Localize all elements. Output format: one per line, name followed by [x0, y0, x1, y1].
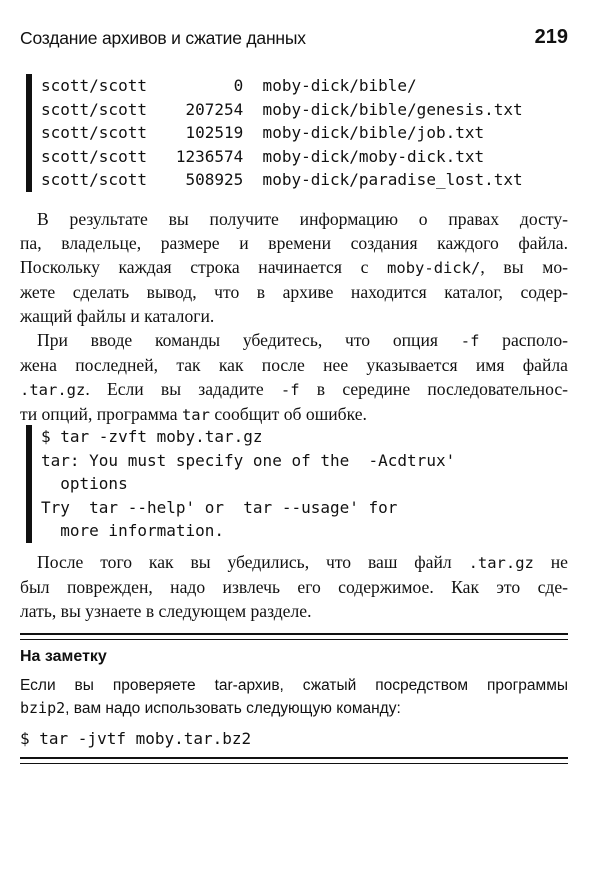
page-header	[20, 28, 568, 54]
text-line: После того как вы убедились, что ваш файл .tar.gz не	[37, 552, 568, 572]
note-bottom-rule	[20, 757, 568, 764]
listing-line: scott/scott 207254 moby-dick/bible/genesis.txt	[41, 99, 523, 119]
inline-code: moby-dick/	[387, 259, 481, 277]
command-line: more information.	[41, 521, 225, 540]
command-line: options	[41, 474, 128, 493]
note-command: $ tar -jvtf moby.tar.bz2	[20, 729, 252, 748]
command-line: $ tar -zvft moby.tar.gz	[41, 427, 263, 446]
running-title: Создание архивов и сжатие данных	[20, 28, 306, 48]
listing-line: scott/scott 1236574 moby-dick/moby-dick.txt	[41, 146, 485, 166]
text-line: bzip2, вам надо использовать следующую команду:	[20, 699, 401, 717]
text-line: .tar.gz. Если вы зададите -f в середине последовательнос-	[20, 379, 568, 399]
listing-line: scott/scott 102519 moby-dick/bible/job.txt	[41, 123, 485, 142]
inline-code: .tar.gz	[20, 381, 86, 399]
paragraph-option-order	[20, 328, 568, 427]
note-text	[20, 675, 568, 720]
text-line: жащий файлы и каталоги.	[20, 306, 215, 326]
inline-code: tar	[181, 406, 210, 424]
inline-code: -f	[460, 332, 480, 350]
page-number: 219	[534, 26, 568, 48]
paragraph-next-section	[20, 550, 568, 623]
text-line: жена последней, так как после нее указывается имя файла	[20, 355, 568, 375]
text-line: Если вы проверяете tar-архив, сжатый посредством программы	[20, 677, 568, 694]
note-heading: На заметку	[20, 648, 107, 665]
archive-listing-code-block	[26, 74, 523, 192]
command-line: tar: You must specify one of the -Acdtrux'	[41, 450, 456, 470]
inline-code: .tar.gz	[468, 554, 534, 572]
inline-code: bzip2	[20, 699, 66, 717]
text-line: лать, вы узнаете в следующем разделе.	[20, 601, 312, 621]
text-line: Поскольку каждая строка начинается с moby-dick/, вы мо-	[20, 257, 568, 277]
text-line: па, владельце, размере и времени создания каждого файла.	[20, 233, 568, 253]
inline-code: -f	[280, 381, 300, 399]
note-top-rule	[20, 633, 568, 640]
note-box	[20, 633, 568, 764]
paragraph-listing-explanation	[20, 207, 568, 328]
listing-line: scott/scott 0 moby-dick/bible/	[41, 76, 417, 95]
command-line: Try tar --help' or tar --usage' for	[41, 497, 398, 517]
command-error-code-block	[26, 425, 455, 543]
text-line: При вводе команды убедитесь, что опция -f располо-	[37, 330, 568, 350]
text-line: был поврежден, надо извлечь его содержимое. Как это сде-	[20, 577, 568, 597]
text-line: жете сделать вывод, что в архиве находится каталог, содер-	[20, 282, 568, 302]
text-line: В результате вы получите информацию о правах досту-	[37, 209, 568, 229]
listing-line: scott/scott 508925 moby-dick/paradise_lost.txt	[41, 170, 523, 189]
text-line: ти опций, программа tar сообщит об ошибке.	[20, 404, 367, 424]
